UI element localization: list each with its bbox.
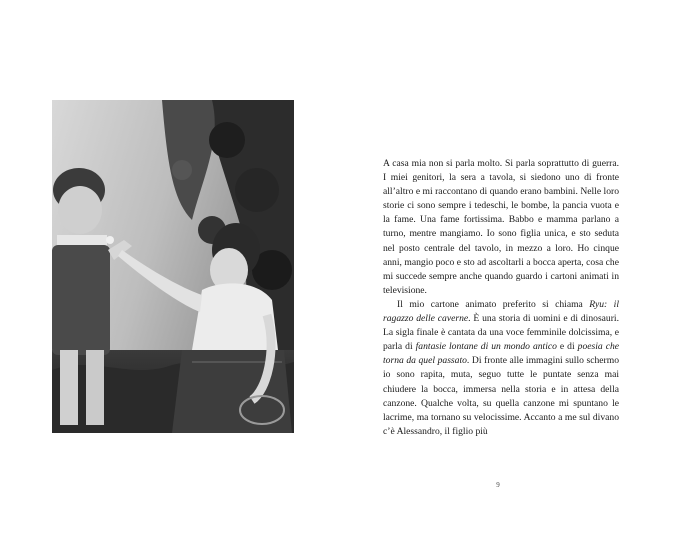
text-run: Il mio cartone animato preferito si chiama bbox=[397, 298, 590, 310]
text-run: . Di fronte alle immagini sullo schermo io sono rapita, muta, seguo tutte le puntate senza mai chiudere la bocca, immersa nella storia e in attesa della canzone. Qualche volta, su quella canzone mi spuntano le lacrime, ma tornano su velocissime. Accanto a me sul divano c’è Alessandro, il figlio più bbox=[383, 355, 619, 437]
page-number: 9 bbox=[496, 481, 500, 489]
left-page bbox=[0, 0, 345, 544]
italic-title: poesia che torna da quel passato bbox=[383, 341, 620, 367]
paragraph-2 bbox=[383, 298, 619, 439]
text-run: e di bbox=[556, 341, 578, 353]
body-text bbox=[383, 157, 619, 439]
bw-photograph bbox=[52, 100, 294, 433]
text-run: A casa mia non si parla molto. Si parla soprattutto di guerra. I miei genitori, la sera a tavola, si siedono uno di fronte all’altro e mi raccontano di quando erano bambini. Nelle loro storie ci sono sempre i tedeschi, le bombe, la pancia vuota e la fame. Una fame fortissima. Babbo e mamma parlano a turno, mentre mangiamo. Io sono figlia unica, e sto seduta nel posto centrale del tavolo, in mezzo a loro. Ho cinque anni, mangio poco e sto ad ascoltarli a bocca aperta, cosa che mi succede sempre anche quando guardo i cartoni animati in televisione. bbox=[383, 158, 619, 296]
italic-title: Ryu: il ragazzo delle caverne bbox=[383, 298, 619, 325]
paragraph-1 bbox=[383, 157, 619, 298]
right-page bbox=[345, 0, 691, 544]
photo-children-in-garden bbox=[52, 100, 294, 433]
text-run: . È una storia di uomini e di dinosauri. La sigla finale è cantata da una voce femminile dolcissima, e parla di bbox=[383, 313, 619, 353]
italic-title: fantasie lontane di un mondo antico bbox=[415, 341, 557, 353]
